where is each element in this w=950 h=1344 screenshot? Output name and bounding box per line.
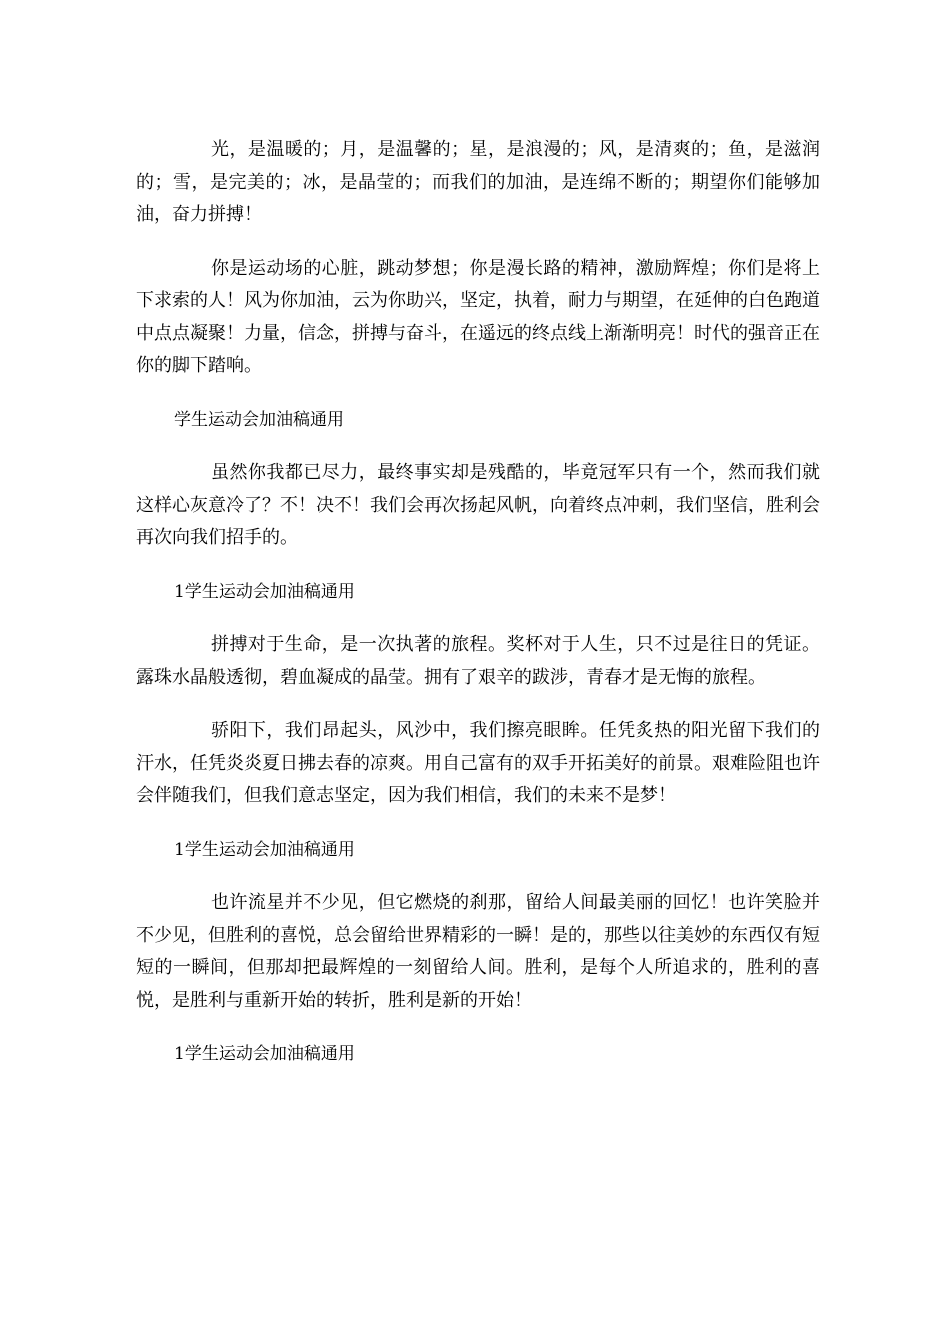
paragraph-gap xyxy=(136,694,820,715)
section-heading-2: 1学生运动会加油稿通用 xyxy=(174,581,355,602)
paragraph-1: 光，是温暖的；月，是温馨的；星，是浪漫的；风，是清爽的；鱼，是滋润的；雪，是完美的；冰，是晶莹的；而我们的加油，是连绵不断的；期望你们能够加油，奋力拼搏！ xyxy=(136,139,820,225)
paragraph-gap xyxy=(136,232,820,253)
paragraph-gap xyxy=(136,608,820,629)
paragraph-gap xyxy=(136,436,820,457)
section-heading-1: 学生运动会加油稿通用 xyxy=(174,409,344,430)
paragraph-gap xyxy=(136,383,820,404)
paragraph-4: 拼搏对于生命，是一次执著的旅程。奖杯对于人生，只不过是往日的凭证。露珠水晶般透彻，碧血凝成的晶莹。拥有了艰辛的跋涉，青春才是无悔的旅程。 xyxy=(136,634,820,688)
paragraph-5: 骄阳下，我们昂起头，风沙中，我们擦亮眼眸。任凭炙热的阳光留下我们的汗水，任凭炎炎夏日拂去春的凉爽。用自己富有的双手开拓美好的前景。艰难险阻也许会伴随我们，但我们意志坚定，因为我们相信，我们的未来不是梦！ xyxy=(136,720,820,806)
paragraph-gap xyxy=(136,1017,820,1038)
section-heading-3: 1学生运动会加油稿通用 xyxy=(174,839,355,860)
paragraph-gap xyxy=(136,866,820,887)
paragraph-gap xyxy=(136,555,820,576)
paragraph-2: 你是运动场的心脏，跳动梦想；你是漫长路的精神，激励辉煌；你们是将上下求索的人！风为你加油，云为你助兴，坚定，执着，耐力与期望，在延伸的白色跑道中点点凝聚！力量，信念，拼搏与奋斗，在遥远的终点线上渐渐明亮！时代的强音正在你的脚下踏响。 xyxy=(136,257,820,376)
document-page xyxy=(136,134,820,1071)
paragraph-6: 也许流星并不少见，但它燃烧的刹那，留给人间最美丽的回忆！也许笑脸并不少见，但胜利的喜悦，总会留给世界精彩的一瞬！是的，那些以往美妙的东西仅有短短的一瞬间，但那却把最辉煌的一刻留给人间。胜利，是每个人所追求的，胜利的喜悦，是胜利与重新开始的转折，胜利是新的开始！ xyxy=(136,892,820,1011)
section-heading-4: 1学生运动会加油稿通用 xyxy=(174,1044,355,1064)
paragraph-3: 虽然你我都已尽力，最终事实却是残酷的，毕竟冠军只有一个，然而我们就这样心灰意冷了？不！决不！我们会再次扬起风帆，向着终点冲刺，我们坚信，胜利会再次向我们招手的。 xyxy=(136,462,820,548)
paragraph-gap xyxy=(136,813,820,834)
